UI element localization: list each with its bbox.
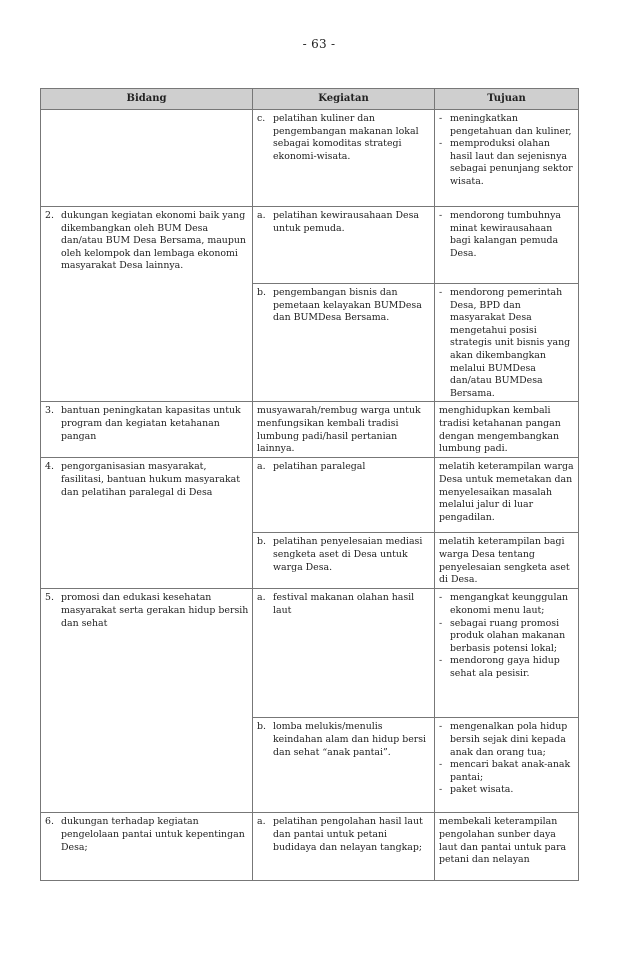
kegiatan-text: pengembangan bisnis dan pemetaan kelayakan BUMDesa dan BUMDesa Bersama. [273,287,422,324]
tujuan-item: meningkatkan pengetahuan dan kuliner, [450,113,572,137]
tujuan-cell: - mendorong pemerintah Desa, BPD dan masyarakat Desa mengetahui posisi strategis unit bisnis yang akan dikembangkan melalui BUMDesa dan/atau BUMDesa Bersama. [435,284,579,402]
program-table [40,88,579,881]
tujuan-cell: - mengenalkan pola hidup bersih sejak dini kepada anak dan orang tua; - mencari bakat anak-anak pantai; - paket wisata. [435,718,579,813]
table-row [41,110,579,207]
tujuan-cell: - meningkatkan pengetahuan dan kuliner, - memproduksi olahan hasil laut dan sejenisnya sebagai penunjang sektor wisata. [435,110,579,207]
kegiatan-cell [253,110,435,207]
tujuan-item: mendorong gaya hidup sehat ala pesisir. [450,655,560,679]
kegiatan-cell [253,813,435,881]
header-tujuan: Tujuan [435,89,579,110]
kegiatan-text: pelatihan kewirausahaan Desa untuk pemuda. [273,210,420,234]
bidang-cell [41,110,253,207]
bidang-cell [41,207,253,402]
page-number: - 63 - [302,37,336,51]
kegiatan-marker: c. [257,113,266,124]
bidang-number: 6. [45,816,54,828]
tujuan-item: memproduksi olahan hasil laut dan sejenisnya sebagai penunjang sektor wisata. [450,138,573,187]
table-header-row [41,89,579,110]
tujuan-item: mengenalkan pola hidup bersih sejak dini kepada anak dan orang tua; [450,721,568,758]
kegiatan-marker: b. [257,721,266,733]
tujuan-item: mengangkat keunggulan ekonomi menu laut; [450,592,569,616]
kegiatan-cell [253,458,435,533]
kegiatan-marker: a. [257,592,266,604]
kegiatan-text: festival makanan olahan hasil laut [273,592,415,616]
tujuan-item: paket wisata. [450,784,514,796]
bidang-cell [41,458,253,589]
bidang-cell [41,402,253,458]
bidang-text: promosi dan edukasi kesehatan masyarakat serta gerakan hidup bersih dan sehat [61,592,249,629]
kegiatan-text: pelatihan paralegal [273,461,366,473]
tujuan-cell [435,813,579,881]
tujuan-item: mendorong pemerintah Desa, BPD dan masyarakat Desa mengetahui posisi strategis unit bisnis yang akan dikembangkan melalui BUMDesa dan/atau BUMDesa Bersama. [450,287,571,399]
kegiatan-cell [253,284,435,402]
tujuan-item: mendorong tumbuhnya minat kewirausahaan bagi kalangan pemuda Desa. [450,210,561,259]
tujuan-cell: - mengangkat keunggulan ekonomi menu laut; - sebagai ruang promosi produk olahan makanan berbasis potensi lokal; - mendorong gaya hidup sehat ala pesisir. [435,589,579,718]
bidang-text: pengorganisasian masyarakat, fasilitasi, bantuan hukum masyarakat dan pelatihan paralegal di Desa [61,461,240,498]
table-row [41,589,579,718]
kegiatan-cell [253,207,435,284]
tujuan-text: melatih keterampilan warga Desa untuk memetakan dan menyelesaikan masalah melalui jalur di luar pengadilan. [439,461,574,523]
table-row [41,458,579,533]
kegiatan-text: musyawarah/rembug warga untuk menfungsikan kembali tradisi lumbung padi/hasil pertanian lainnya. [257,405,421,455]
bidang-number: 3. [45,405,54,417]
tujuan-cell [435,458,579,533]
kegiatan-cell [253,589,435,718]
bidang-text: bantuan peningkatan kapasitas untuk program dan kegiatan ketahanan pangan [61,405,241,442]
kegiatan-text: pelatihan pengolahan hasil laut dan pantai untuk petani budidaya dan nelayan tangkap; [273,816,423,853]
kegiatan-marker: a. [257,816,266,828]
tujuan-text: melatih keterampilan bagi warga Desa tentang penyelesaian sengketa aset di Desa. [439,536,570,586]
bidang-text: dukungan kegiatan ekonomi baik yang dikembangkan oleh BUM Desa dan/atau BUM Desa Bersama, maupun oleh kelompok dan lembaga ekonomi masyarakat Desa lainnya. [61,210,246,272]
bidang-cell [41,589,253,813]
tujuan-text: menghidupkan kembali tradisi ketahanan pangan dengan mengembangkan lumbung padi. [439,405,561,455]
tujuan-text: membekali keterampilan pengolahan sunber daya laut dan pantai untuk para petani dan nelayan [439,816,567,866]
tujuan-item: sebagai ruang promosi produk olahan makanan berbasis potensi lokal; [450,617,566,654]
tujuan-item: mencari bakat anak-anak pantai; [450,759,571,783]
header-kegiatan: Kegiatan [253,89,435,110]
kegiatan-text: pelatihan kuliner dan pengembangan makanan lokal sebagai komoditas strategi ekonomi-wisata. [273,113,419,162]
bidang-number: 5. [45,592,54,604]
bidang-number: 2. [45,210,54,221]
table-row [41,813,579,881]
tujuan-cell: - mendorong tumbuhnya minat kewirausahaan bagi kalangan pemuda Desa. [435,207,579,284]
tujuan-cell [435,533,579,589]
kegiatan-marker: a. [257,210,266,221]
kegiatan-marker: b. [257,536,266,548]
table-row [41,207,579,284]
tujuan-cell [435,402,579,458]
bidang-text: dukungan terhadap kegiatan pengelolaan pantai untuk kepentingan Desa; [61,816,245,853]
kegiatan-text: pelatihan penyelesaian mediasi sengketa aset di Desa untuk warga Desa. [273,536,423,573]
kegiatan-cell [253,718,435,813]
bidang-cell [41,813,253,881]
table-row [41,402,579,458]
kegiatan-marker: a. [257,461,266,473]
kegiatan-cell [253,402,435,458]
kegiatan-marker: b. [257,287,266,298]
header-bidang: Bidang [41,89,253,110]
kegiatan-text: lomba melukis/menulis keindahan alam dan hidup bersi dan sehat “anak pantai”. [273,721,427,758]
kegiatan-cell [253,533,435,589]
bidang-number: 4. [45,461,54,473]
